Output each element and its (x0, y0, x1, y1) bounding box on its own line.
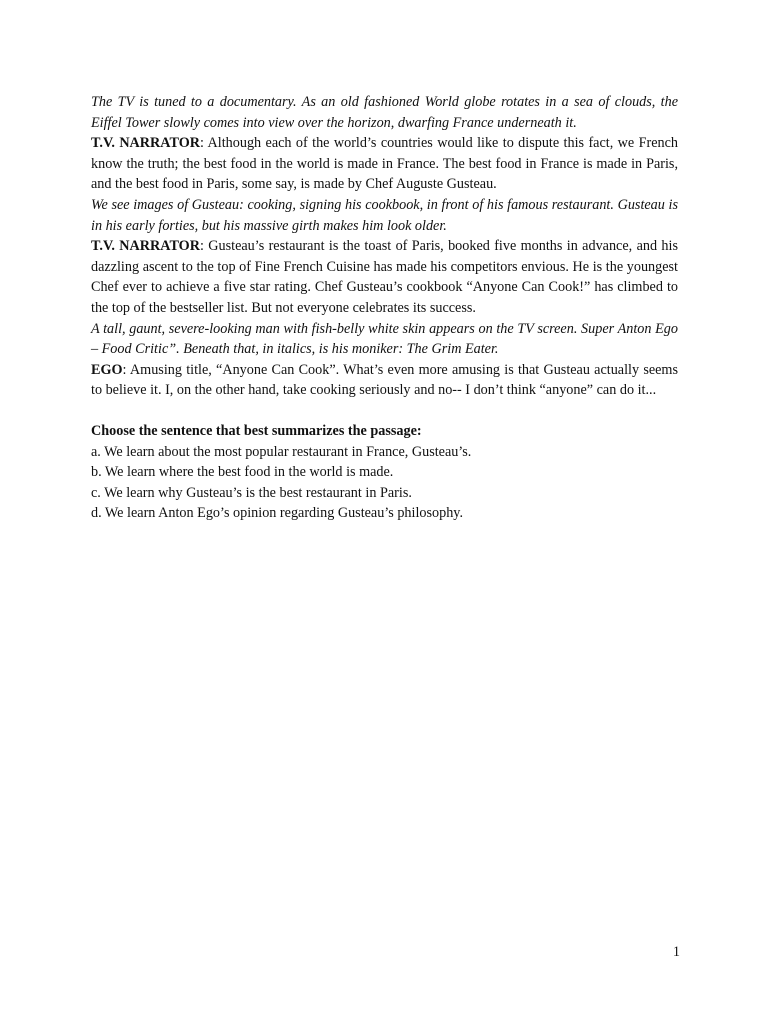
answer-option-c: c. We learn why Gusteau’s is the best restaurant in Paris. (91, 484, 412, 501)
ego-line (91, 360, 678, 401)
answer-option-b: b. We learn where the best food in the world is made. (91, 464, 394, 481)
ego-text: : Amusing title, “Anyone Can Cook”. What’s even more amusing is that Gusteau actually seems to believe it. I, on the other hand, take cooking seriously and no-- I don’t think “anyone” can do it... (91, 361, 678, 399)
narrator-line-1 (91, 133, 678, 195)
document-page (91, 92, 678, 524)
speaker-narrator: T.V. NARRATOR (91, 135, 200, 152)
narrator-text-2: : Gusteau’s restaurant is the toast of Paris, booked five months in advance, and his dazzling ascent to the top of Fine French Cuisine has made his competitors envious. He is the youngest Chef ever to achieve a five star rating. Chef Gusteau’s cookbook “Anyone Can Cook!” has climbed to the top of the bestseller list. But not everyone celebrates its success. (91, 238, 678, 316)
speaker-ego: EGO (91, 361, 123, 378)
stage-direction-gusteau: We see images of Gusteau: cooking, signing his cookbook, in front of his famous restaurant. Gusteau is in his early forties, but his massive girth makes him look older. (91, 196, 678, 234)
narrator-line-2 (91, 236, 678, 318)
stage-direction-ego: A tall, gaunt, severe-looking man with fish-belly white skin appears on the TV screen. Super Anton Ego – Food Critic”. Beneath that, in italics, is his moniker: The Grim Eater. (91, 320, 678, 358)
answer-option-d: d. We learn Anton Ego’s opinion regarding Gusteau’s philosophy. (91, 505, 464, 522)
speaker-narrator: T.V. NARRATOR (91, 238, 200, 255)
answer-option-a: a. We learn about the most popular restaurant in France, Gusteau’s. (91, 443, 472, 460)
narrator-text-1: : Although each of the world’s countries would like to dispute this fact, we French know the truth; the best food in the world is made in France. The best food in France is made in Paris, and the best food in Paris, some say, is made by Chef Auguste Gusteau. (91, 135, 678, 193)
spacer (91, 401, 678, 421)
stage-direction-globe: The TV is tuned to a documentary. As an old fashioned World globe rotates in a sea of clouds, the Eiffel Tower slowly comes into view over the horizon, dwarfing France underneath it. (91, 94, 678, 131)
question-prompt: Choose the sentence that best summarizes the passage: (91, 422, 422, 439)
page-number: 1 (672, 944, 680, 960)
